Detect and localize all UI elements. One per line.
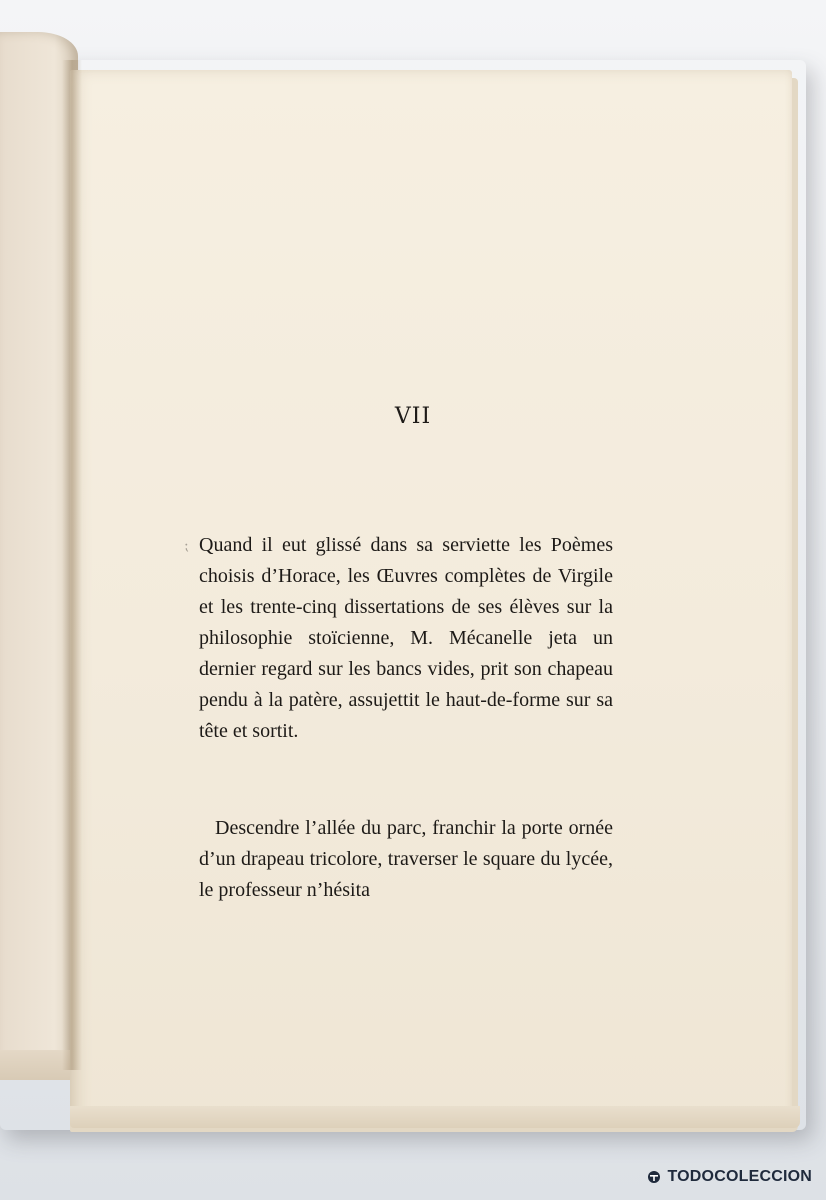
- spine-gutter: [62, 60, 82, 1070]
- paragraph-2: Descendre l’allée du parc, franchir la porte ornée d’un drapeau tricolore, traverser le square du lycée, le professeur n’hésita: [199, 817, 613, 901]
- todocoleccion-logo-icon: [647, 1170, 661, 1184]
- watermark-text: TODOCOLECCION: [667, 1168, 812, 1185]
- paragraph-1: Quand il eut glissé dans sa serviette les Poèmes choisis d’Horace, les Œuvres complètes de Virgile et les trente-cinq dissertations de ses élèves sur la philosophie stoïcienne, M. Mécanelle jeta un dernier regard sur les bancs vides, prit son chapeau pendu à la patère, assujettit le haut-de-forme sur sa tête et sortit.: [199, 534, 613, 742]
- chapter-heading: VII: [394, 404, 432, 429]
- watermark: [647, 1168, 812, 1186]
- page-bottom-edge: [70, 1106, 800, 1128]
- quote-mark-icon: ⁏: [184, 538, 189, 554]
